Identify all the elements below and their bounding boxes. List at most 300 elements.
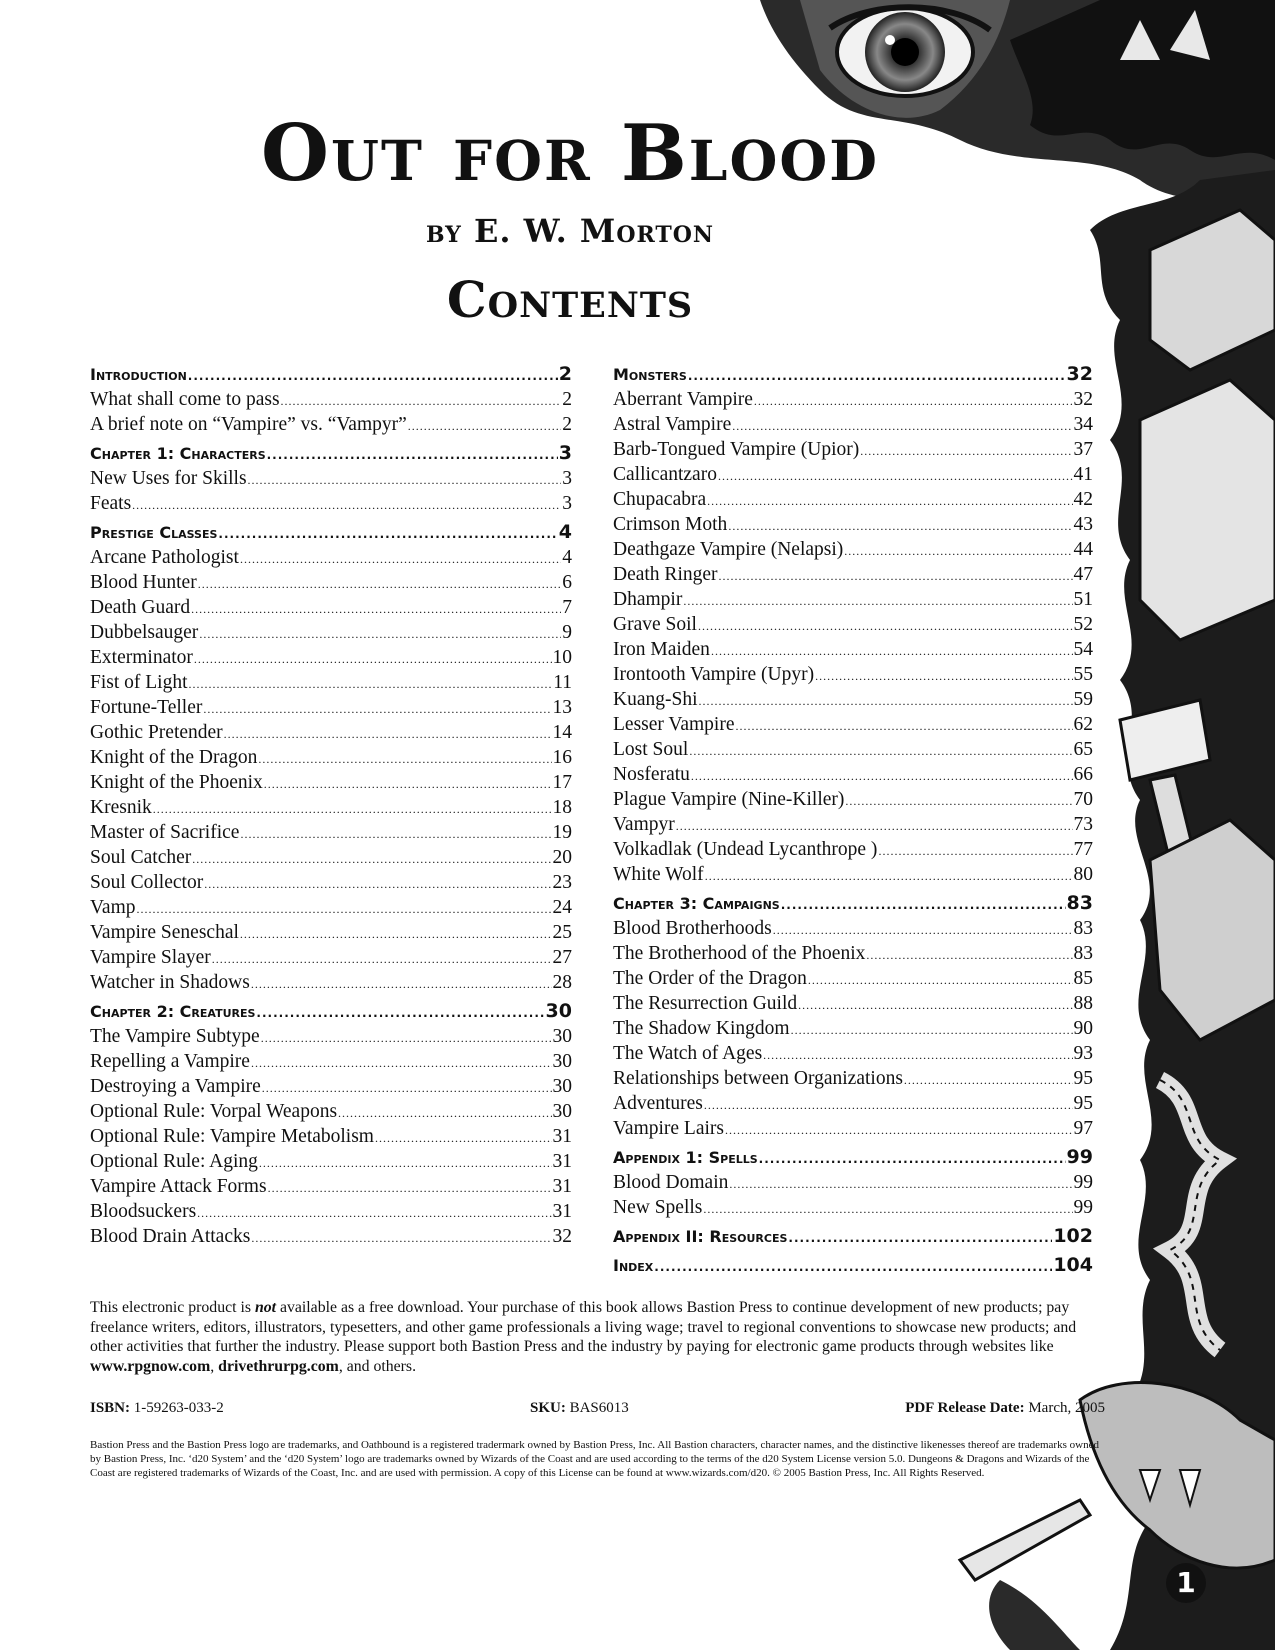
toc-entry-label: Dubbelsauger <box>90 622 199 643</box>
toc-entry-label: Appendix II: Resources <box>613 1227 788 1246</box>
toc-entry-label: Appendix 1: Spells <box>613 1148 758 1167</box>
toc-entry-label: Death Guard <box>90 597 191 618</box>
isbn-label: ISBN: <box>90 1400 131 1416</box>
toc-entry-page: 32 <box>1066 363 1093 385</box>
toc-entry-page: 52 <box>1073 614 1093 635</box>
toc-entry-label: Arcane Pathologist <box>90 547 239 568</box>
toc-entry-page: 31 <box>552 1176 572 1197</box>
toc-entry-label: Vampire Attack Forms <box>90 1176 267 1197</box>
toc-entry-label: Master of Sacrifice <box>90 822 240 843</box>
toc-entry-page: 4 <box>558 521 572 543</box>
toc-entry-page: 88 <box>1073 993 1093 1014</box>
toc-entry[interactable] <box>613 412 1093 437</box>
toc-entry[interactable] <box>613 562 1093 587</box>
sku <box>530 1400 629 1417</box>
toc-section-entry[interactable] <box>613 891 1093 916</box>
toc-leader-dots <box>191 597 561 622</box>
toc-entry-page: 4 <box>562 547 572 568</box>
toc-entry[interactable] <box>90 1074 572 1099</box>
toc-leader-dots <box>798 993 1072 1018</box>
toc-entry-page: 19 <box>552 822 572 843</box>
toc-leader-dots <box>212 947 552 972</box>
toc-entry[interactable] <box>613 916 1093 941</box>
toc-entry[interactable] <box>613 712 1093 737</box>
toc-entry-page: 28 <box>552 972 572 993</box>
toc-leader-dots <box>218 522 557 547</box>
toc-entry-label: Repelling a Vampire <box>90 1051 250 1072</box>
toc-leader-dots <box>251 972 552 997</box>
toc-entry[interactable] <box>613 941 1093 966</box>
toc-entry-label: Vampire Slayer <box>90 947 211 968</box>
toc-entry[interactable] <box>613 512 1093 537</box>
toc-leader-dots <box>703 1197 1072 1222</box>
toc-leader-dots <box>704 1093 1073 1118</box>
toc-leader-dots <box>763 1043 1072 1068</box>
toc-entry-page: 77 <box>1073 839 1093 860</box>
toc-leader-dots <box>845 789 1072 814</box>
toc-entry-page: 93 <box>1073 1043 1093 1064</box>
toc-entry-label: Introduction <box>90 365 187 384</box>
toc-entry[interactable] <box>90 895 572 920</box>
toc-entry[interactable] <box>613 612 1093 637</box>
toc-entry-page: 85 <box>1073 968 1093 989</box>
toc-entry-page: 20 <box>552 847 572 868</box>
toc-entry[interactable] <box>90 970 572 995</box>
toc-entry-page: 23 <box>552 872 572 893</box>
toc-entry-label: Destroying a Vampire <box>90 1076 261 1097</box>
toc-entry-label: Lesser Vampire <box>613 714 735 735</box>
toc-entry-label: Blood Brotherhoods <box>613 918 772 939</box>
toc-entry-label: Barb-Tongued Vampire (Upior) <box>613 439 860 460</box>
toc-entry-label: Knight of the Phoenix <box>90 772 263 793</box>
toc-entry-page: 9 <box>562 622 572 643</box>
toc-leader-dots <box>264 772 552 797</box>
toc-entry-label: Kuang-Shi <box>613 689 698 710</box>
toc-leader-dots <box>408 414 561 439</box>
toc-entry-page: 59 <box>1073 689 1093 710</box>
toc-entry-page: 30 <box>552 1026 572 1047</box>
toc-entry-label: Chapter 2: Creatures <box>90 1002 256 1021</box>
toc-entry[interactable] <box>613 1041 1093 1066</box>
toc-leader-dots <box>815 664 1072 689</box>
toc-entry-label: Blood Drain Attacks <box>90 1226 251 1247</box>
book-author: by E. W. Morton <box>425 212 715 250</box>
toc-entry-page: 2 <box>562 414 572 435</box>
book-title: Out for Blood <box>261 108 879 199</box>
toc-entry-page: 47 <box>1073 564 1093 585</box>
toc-leader-dots <box>808 968 1073 993</box>
isbn-value: 1-59263-033-2 <box>133 1400 224 1416</box>
toc-entry[interactable] <box>613 862 1093 887</box>
toc-entry[interactable] <box>90 1199 572 1224</box>
toc-leader-dots <box>878 839 1072 864</box>
toc-entry[interactable] <box>90 1224 572 1249</box>
toc-entry[interactable] <box>90 1149 572 1174</box>
toc-entry-page: 51 <box>1073 589 1093 610</box>
toc-entry-label: The Order of the Dragon <box>613 968 807 989</box>
notice-text: , and others. <box>338 1357 417 1375</box>
toc-entry[interactable] <box>90 920 572 945</box>
toc-leader-dots <box>904 1068 1073 1093</box>
toc-entry-page: 31 <box>552 1126 572 1147</box>
toc-right-column <box>613 362 1093 1278</box>
toc-section-entry[interactable] <box>613 1253 1093 1278</box>
toc-entry[interactable] <box>613 1170 1093 1195</box>
toc-leader-dots <box>251 1226 551 1251</box>
toc-leader-dots <box>732 414 1072 439</box>
toc-entry-page: 32 <box>552 1226 572 1247</box>
toc-entry[interactable] <box>90 945 572 970</box>
toc-entry-page: 31 <box>552 1151 572 1172</box>
toc-entry[interactable] <box>90 545 572 570</box>
toc-entry-page: 30 <box>552 1051 572 1072</box>
toc-entry-label: White Wolf <box>613 864 704 885</box>
toc-entry[interactable] <box>613 587 1093 612</box>
toc-entry[interactable] <box>90 595 572 620</box>
toc-leader-dots <box>729 1172 1072 1197</box>
toc-entry[interactable] <box>613 1066 1093 1091</box>
toc-entry-label: Callicantzaro <box>613 464 717 485</box>
toc-entry[interactable] <box>90 387 572 412</box>
toc-entry[interactable] <box>613 1016 1093 1041</box>
notice-text: This electronic product is <box>90 1299 255 1316</box>
toc-entry-label: Prestige Classes <box>90 523 218 542</box>
toc-leader-dots <box>132 493 561 518</box>
toc-entry[interactable] <box>613 1195 1093 1220</box>
toc-leader-dots <box>759 1147 1066 1172</box>
toc-entry-label: Vampyr <box>613 814 675 835</box>
contents-heading: Contents <box>446 270 694 329</box>
toc-entry-label: Monsters <box>613 365 687 384</box>
toc-entry[interactable] <box>613 687 1093 712</box>
toc-entry-page: 34 <box>1073 414 1093 435</box>
toc-entry-page: 2 <box>558 363 572 385</box>
toc-entry-page: 70 <box>1073 789 1093 810</box>
toc-leader-dots <box>735 714 1072 739</box>
toc-leader-dots <box>189 672 553 697</box>
toc-entry-page: 32 <box>1073 389 1093 410</box>
toc-entry-label: Index <box>613 1256 654 1275</box>
toc-leader-dots <box>718 464 1073 489</box>
toc-leader-dots <box>251 1051 552 1076</box>
release-label: PDF Release Date: <box>905 1400 1025 1416</box>
toc-entry-page: 41 <box>1073 464 1093 485</box>
toc-section-entry[interactable] <box>90 441 572 466</box>
toc-entry-label: Astral Vampire <box>613 414 732 435</box>
toc-entry[interactable] <box>613 966 1093 991</box>
notice-emphasis: not <box>254 1299 277 1316</box>
toc-leader-dots <box>262 1076 552 1101</box>
toc-entry-page: 30 <box>545 1000 572 1022</box>
toc-entry-page: 66 <box>1073 764 1093 785</box>
toc-leader-dots <box>240 822 551 847</box>
toc-entry-label: Kresnik <box>90 797 152 818</box>
toc-entry[interactable] <box>613 487 1093 512</box>
toc-entry[interactable] <box>613 837 1093 862</box>
toc-entry-label: Irontooth Vampire (Upyr) <box>613 664 815 685</box>
toc-section-entry[interactable] <box>90 999 572 1024</box>
toc-leader-dots <box>192 847 551 872</box>
page-number: 1 <box>1176 1566 1196 1599</box>
toc-entry-label: The Resurrection Guild <box>613 993 798 1014</box>
toc-entry-label: The Brotherhood of the Phoenix <box>613 943 866 964</box>
toc-entry-label: Grave Soil <box>613 614 697 635</box>
toc-leader-dots <box>711 639 1073 664</box>
toc-entry-label: Aberrant Vampire <box>613 389 753 410</box>
toc-entry-page: 99 <box>1073 1197 1093 1218</box>
toc-leader-dots <box>188 364 558 389</box>
toc-entry-page: 37 <box>1073 439 1093 460</box>
toc-entry-label: New Uses for Skills <box>90 468 247 489</box>
toc-leader-dots <box>259 1151 552 1176</box>
toc-entry-page: 31 <box>552 1201 572 1222</box>
toc-entry-page: 10 <box>552 647 572 668</box>
toc-leader-dots <box>268 1176 552 1201</box>
toc-entry-label: The Vampire Subtype <box>90 1026 260 1047</box>
toc-entry[interactable] <box>90 620 572 645</box>
toc-entry-page: 80 <box>1073 864 1093 885</box>
toc-leader-dots <box>281 389 562 414</box>
notice-text: available as a free download. Your purchase of this book allows Bastion Press to continue development of new products; pay freelance writers, editors, illustrators, typesetters, and other game professionals a living wage; travel to regional conventions to showcase new products; and other activities that further the industry. Please support both Bastion Press and the industry by paying for electronic game products through websites like <box>90 1299 1077 1355</box>
toc-leader-dots <box>194 647 552 672</box>
toc-entry[interactable] <box>90 412 572 437</box>
toc-entry[interactable] <box>613 537 1093 562</box>
toc-leader-dots <box>267 443 558 468</box>
toc-entry-label: Chapter 1: Characters <box>90 444 266 463</box>
toc-entry-label: Gothic Pretender <box>90 722 223 743</box>
release-date <box>905 1400 1105 1417</box>
toc-entry-page: 55 <box>1073 664 1093 685</box>
toc-entry[interactable] <box>90 670 572 695</box>
toc-entry-page: 3 <box>562 468 572 489</box>
toc-leader-dots <box>375 1126 552 1151</box>
toc-section-entry[interactable] <box>90 362 572 387</box>
toc-entry-label: Plague Vampire (Nine-Killer) <box>613 789 845 810</box>
toc-leader-dots <box>676 814 1073 839</box>
toc-entry-label: What shall come to pass <box>90 389 280 410</box>
toc-leader-dots <box>683 589 1072 614</box>
toc-leader-dots <box>691 764 1073 789</box>
toc-entry[interactable] <box>90 720 572 745</box>
toc-entry[interactable] <box>90 466 572 491</box>
toc-entry-label: Vampire Seneschal <box>90 922 239 943</box>
toc-entry-label: Optional Rule: Vorpal Weapons <box>90 1101 338 1122</box>
toc-entry-page: 7 <box>562 597 572 618</box>
toc-entry-label: Fortune-Teller <box>90 697 203 718</box>
toc-leader-dots <box>240 922 552 947</box>
toc-leader-dots <box>719 564 1073 589</box>
toc-entry-label: Feats <box>90 493 132 514</box>
toc-entry[interactable] <box>90 1174 572 1199</box>
toc-entry-page: 42 <box>1073 489 1093 510</box>
toc-entry-page: 83 <box>1073 918 1093 939</box>
toc-entry-page: 54 <box>1073 639 1093 660</box>
toc-entry[interactable] <box>90 745 572 770</box>
toc-entry-page: 62 <box>1073 714 1093 735</box>
toc-entry-label: Optional Rule: Aging <box>90 1151 258 1172</box>
toc-entry[interactable] <box>613 787 1093 812</box>
toc-entry-page: 16 <box>552 747 572 768</box>
toc-entry-page: 83 <box>1066 892 1093 914</box>
toc-entry[interactable] <box>90 1099 572 1124</box>
toc-entry-label: Exterminator <box>90 647 193 668</box>
toc-leader-dots <box>153 797 552 822</box>
toc-leader-dots <box>689 739 1072 764</box>
toc-entry[interactable] <box>613 462 1093 487</box>
toc-entry[interactable] <box>90 870 572 895</box>
toc-entry[interactable] <box>613 762 1093 787</box>
toc-entry-page: 11 <box>553 672 572 693</box>
toc-section-entry[interactable] <box>613 1224 1093 1249</box>
toc-entry-label: Optional Rule: Vampire Metabolism <box>90 1126 374 1147</box>
toc-entry-page: 25 <box>552 922 572 943</box>
toc-entry-page: 99 <box>1066 1146 1093 1168</box>
toc-section-entry[interactable] <box>90 520 572 545</box>
release-value: March, 2005 <box>1028 1400 1105 1416</box>
toc-leader-dots <box>705 864 1073 889</box>
toc-entry-label: Nosferatu <box>613 764 690 785</box>
toc-entry[interactable] <box>613 812 1093 837</box>
toc-entry-label: Bloodsuckers <box>90 1201 197 1222</box>
toc-leader-dots <box>791 1018 1073 1043</box>
toc-entry[interactable] <box>613 387 1093 412</box>
toc-entry-label: Crimson Moth <box>613 514 728 535</box>
toc-entry-page: 6 <box>562 572 572 593</box>
toc-entry-page: 24 <box>552 897 572 918</box>
toc-entry-page: 95 <box>1073 1068 1093 1089</box>
drivethrurpg-link[interactable]: drivethrurpg.com <box>218 1357 339 1375</box>
toc-leader-dots <box>258 747 551 772</box>
toc-entry-page: 44 <box>1073 539 1093 560</box>
toc-entry-page: 43 <box>1073 514 1093 535</box>
toc-leader-dots <box>698 614 1073 639</box>
toc-leader-dots <box>866 943 1072 968</box>
toc-leader-dots <box>197 1201 551 1226</box>
toc-entry-label: Death Ringer <box>613 564 718 585</box>
toc-section-entry[interactable] <box>613 1145 1093 1170</box>
toc-entry[interactable] <box>613 662 1093 687</box>
toc-leader-dots <box>844 539 1072 564</box>
toc-leader-dots <box>728 514 1072 539</box>
toc-entry-label: Chapter 3: Campaigns <box>613 894 780 913</box>
toc-entry-page: 30 <box>552 1101 572 1122</box>
toc-entry-label: Iron Maiden <box>613 639 710 660</box>
toc-entry-label: The Shadow Kingdom <box>613 1018 790 1039</box>
toc-entry[interactable] <box>90 491 572 516</box>
legal-text: Bastion Press and the Bastion Press logo are trademarks, and Oathbound is a registered tradermark owned by Bastion Press, Inc. All Bastion characters, character names, and the distinctive likenesses thereof are trademarks owned by Bastion Press, Inc. ‘d20 System’ and the ‘d20 System’ logo are trademarks owned by Wizards of the Coast and are used according to the terms of the d20 System License version 5.0. Dungeons & Dragons and Wizards of the Coast are registered trademarks of Wizards of the Coast, Inc. and are used with permission. A copy of this License can be found at www.wizards.com/d20. © 2005 Bastion Press, Inc. All Rights Reserved. <box>90 1439 1099 1479</box>
purchase-notice <box>90 1298 1110 1376</box>
isbn <box>90 1400 224 1417</box>
toc-entry-label: Adventures <box>613 1093 703 1114</box>
toc-entry-label: Blood Domain <box>613 1172 729 1193</box>
toc-leader-dots <box>256 1001 544 1026</box>
notice-separator: , <box>210 1357 219 1375</box>
toc-entry-page: 99 <box>1073 1172 1093 1193</box>
toc-leader-dots <box>725 1118 1072 1143</box>
toc-entry[interactable] <box>90 1049 572 1074</box>
rpgnow-link[interactable]: www.rpgnow.com <box>90 1357 211 1375</box>
toc-entry[interactable] <box>90 570 572 595</box>
toc-entry-page: 3 <box>558 442 572 464</box>
toc-entry-page: 73 <box>1073 814 1093 835</box>
toc-entry-label: Fist of Light <box>90 672 188 693</box>
toc-leader-dots <box>248 468 562 493</box>
toc-entry[interactable] <box>90 770 572 795</box>
toc-entry-page: 14 <box>552 722 572 743</box>
toc-entry-page: 27 <box>552 947 572 968</box>
toc-entry-page: 18 <box>552 797 572 818</box>
toc-entry-page: 65 <box>1073 739 1093 760</box>
toc-entry-page: 104 <box>1053 1254 1093 1276</box>
toc-leader-dots <box>198 572 562 597</box>
tome-icon <box>1140 380 1275 640</box>
toc-leader-dots <box>699 689 1073 714</box>
toc-leader-dots <box>338 1101 551 1126</box>
sku-label: SKU: <box>530 1400 566 1416</box>
toc-entry-label: Soul Catcher <box>90 847 192 868</box>
toc-section-entry[interactable] <box>613 362 1093 387</box>
toc-leader-dots <box>203 697 551 722</box>
toc-entry-label: Volkadlak (Undead Lycanthrope ) <box>613 839 878 860</box>
toc-entry-label: Soul Collector <box>90 872 204 893</box>
toc-entry-page: 17 <box>552 772 572 793</box>
toc-entry-label: Chupacabra <box>613 489 707 510</box>
toc-entry-page: 2 <box>562 389 572 410</box>
toc-entry[interactable] <box>90 1024 572 1049</box>
toc-entry-label: A brief note on “Vampire” vs. “Vampyr” <box>90 414 407 435</box>
toc-leader-dots <box>654 1255 1052 1280</box>
toc-entry[interactable] <box>90 795 572 820</box>
toc-entry-page: 3 <box>562 493 572 514</box>
toc-entry-label: Deathgaze Vampire (Nelapsi) <box>613 539 844 560</box>
toc-entry-label: Vampire Lairs <box>613 1118 725 1139</box>
toc-entry[interactable] <box>613 1116 1093 1141</box>
toc-entry[interactable] <box>613 637 1093 662</box>
toc-leader-dots <box>707 489 1072 514</box>
toc-entry-label: Dhampir <box>613 589 683 610</box>
toc-entry[interactable] <box>90 820 572 845</box>
toc-entry-label: The Watch of Ages <box>613 1043 763 1064</box>
toc-entry[interactable] <box>613 991 1093 1016</box>
toc-leader-dots <box>788 1226 1052 1251</box>
toc-entry-page: 13 <box>552 697 572 718</box>
toc-entry[interactable] <box>90 1124 572 1149</box>
toc-entry[interactable] <box>613 737 1093 762</box>
toc-entry[interactable] <box>613 1091 1093 1116</box>
toc-entry[interactable] <box>90 695 572 720</box>
toc-leader-dots <box>204 872 551 897</box>
toc-leader-dots <box>754 389 1073 414</box>
toc-leader-dots <box>781 893 1066 918</box>
toc-leader-dots <box>860 439 1072 464</box>
toc-entry-page: 97 <box>1073 1118 1093 1139</box>
toc-leader-dots <box>240 547 561 572</box>
toc-entry-label: Knight of the Dragon <box>90 747 258 768</box>
toc-entry[interactable] <box>613 437 1093 462</box>
toc-entry[interactable] <box>90 645 572 670</box>
toc-entry-label: Lost Soul <box>613 739 689 760</box>
toc-leader-dots <box>224 722 552 747</box>
toc-leader-dots <box>773 918 1073 943</box>
toc-entry[interactable] <box>90 845 572 870</box>
toc-leader-dots <box>688 364 1066 389</box>
product-meta <box>90 1400 1105 1420</box>
toc-entry-label: Vamp <box>90 897 136 918</box>
toc-entry-page: 102 <box>1053 1225 1093 1247</box>
sword-icon <box>960 1500 1090 1580</box>
toc-entry-label: Watcher in Shadows <box>90 972 250 993</box>
toc-entry-page: 83 <box>1073 943 1093 964</box>
